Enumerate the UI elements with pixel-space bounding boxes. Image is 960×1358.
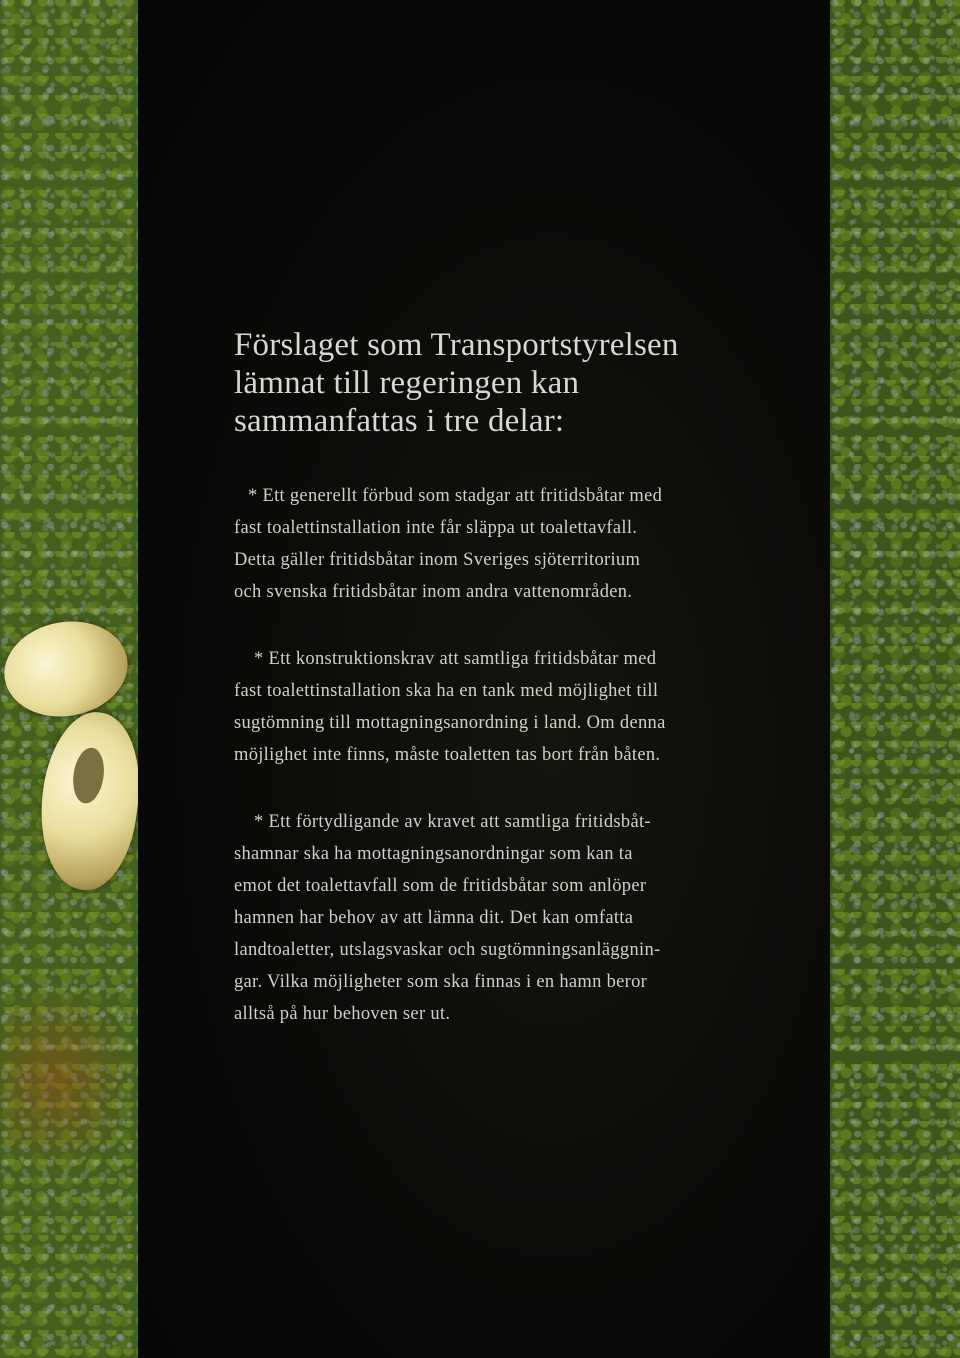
heading-line: Förslaget som Transportstyrelsen xyxy=(234,327,679,363)
paragraph-line: * Ett förtydligande av kravet att samtliga fritidsbåt- xyxy=(254,812,651,832)
paragraph-line: hamnen har behov av att lämna dit. Det kan omfatta xyxy=(234,908,634,928)
paragraph-line: landtoaletter, utslagsvaskar och sugtömningsanläggnin- xyxy=(234,940,661,960)
paragraph-line: och svenska fritidsbåtar inom andra vattenområden. xyxy=(234,582,633,602)
paragraph-line: * Ett generellt förbud som stadgar att fritidsbåtar med xyxy=(248,486,663,506)
paragraph-line: alltså på hur behoven ser ut. xyxy=(234,1004,451,1024)
paragraph-line: shamnar ska ha mottagningsanordningar som kan ta xyxy=(234,844,633,864)
page-heading xyxy=(234,326,744,440)
paragraph-line: gar. Vilka möjligheter som ska finnas i en hamn beror xyxy=(234,972,648,992)
heading-line: sammanfattas i tre delar: xyxy=(234,403,565,439)
paragraph-harbour-requirement xyxy=(234,806,744,1030)
text-content xyxy=(234,326,744,1065)
paragraph-line: emot det toalettavfall som de fritidsbåtar som anlöper xyxy=(234,876,647,896)
moss-photo-right xyxy=(830,0,960,1358)
paragraph-line: Detta gäller fritidsbåtar inom Sveriges sjöterritorium xyxy=(234,550,641,570)
paragraph-line: fast toalettinstallation ska ha en tank med möjlighet till xyxy=(234,681,659,701)
paragraph-line: sugtömning till mottagningsanordning i land. Om denna xyxy=(234,713,666,733)
snail-shell-image xyxy=(30,706,150,896)
text-panel xyxy=(138,0,830,1358)
moss-photo-left xyxy=(0,0,138,1358)
snail-shell-image xyxy=(0,612,135,726)
paragraph-line: möjlighet inte finns, måste toaletten tas bort från båten. xyxy=(234,745,661,765)
paragraph-construction-requirement xyxy=(234,643,744,771)
paragraph-line: * Ett konstruktionskrav att samtliga fritidsbåtar med xyxy=(254,649,657,669)
paragraph-line: fast toalettinstallation inte får släppa ut toalettavfall. xyxy=(234,518,638,538)
paragraph-general-ban xyxy=(234,480,744,608)
heading-line: lämnat till regeringen kan xyxy=(234,365,580,401)
